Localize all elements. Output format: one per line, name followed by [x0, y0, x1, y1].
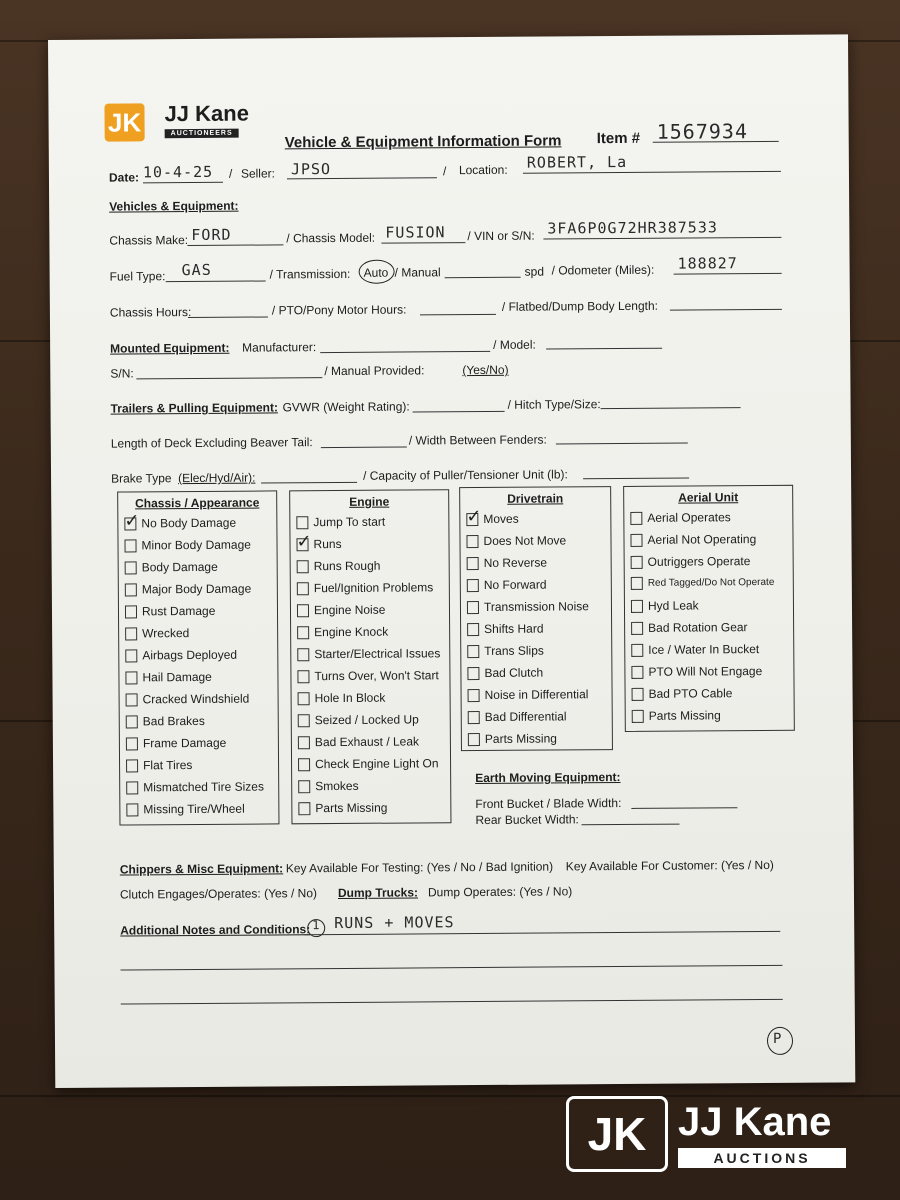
vin-label: / VIN or S/N:: [467, 228, 535, 244]
notes-number: 1: [312, 918, 321, 933]
checklist-item-label: Rust Damage: [141, 603, 216, 619]
manual-provided-options: (Yes/No): [462, 362, 509, 378]
checklist-item-label: Bad Clutch: [484, 665, 544, 680]
checklist-item-label: No Body Damage: [141, 515, 237, 531]
checklist-item-label: Flat Tires: [143, 758, 193, 773]
checklist-item-label: No Reverse: [483, 555, 548, 570]
checklist-item-label: Engine Knock: [314, 624, 389, 640]
chassis-model-label: / Chassis Model:: [286, 230, 376, 246]
checklist-item[interactable]: [125, 582, 251, 597]
checkbox[interactable]: [631, 665, 643, 678]
checkbox[interactable]: [632, 709, 644, 722]
checkbox[interactable]: [467, 579, 479, 592]
checklist-item-label: Red Tagged/Do Not Operate: [647, 576, 775, 589]
trailers-heading: Trailers & Pulling Equipment:: [110, 400, 278, 416]
form-sheet: JK JJ Kane AUCTIONEERS Vehicle & Equipment Information Form Item # 1567934 Date: 10-4-25 / Seller: JPSO / Location: ROBERT, La Vehicles & Equipment: Chassis Make: FORD / Chassis Model: FUSION / VIN or S/N: 3FA6P0G72HR387533 Fuel Type: GAS / Transmission: Auto / Manual spd / Odometer (Miles): 188827 Chassis Hours: / PTO/Pony Motor Hours: / Flatbed/Dump Body Length: Mounted Equipment: Manufacturer: / Model: S/N: / Manual Provided: (Yes/No) Trailers & Pulling Equipment: GVWR (Weight Rating): / Hitch Type/Size: Length of Deck Excluding Beaver Tail: / Width Between Fenders: Brake Type (Elec/Hyd/Air): / Capacity of Puller/Tensioner Unit (lb): Chassis / Appearance ✓ No Body Damage Minor Body Damage Body Damage Major Body Damage Rust Damage Wrecked Airbags Deployed Hail Damage Cracked Windshield Bad Brakes Frame Damage Flat Tires Mismatched Tire Sizes Missing Tire/Wheel Engine Jump To start ✓ Runs Runs Rough Fuel/Ignition Problems Engine Noise Engine Knock Starter/Electrical Issues Turns Over, Won't Start Hole In Block Seized / Locked Up Bad Exhaust / Leak Check Engine Light On Smokes Parts Missing Drivetrain ✓ Moves Does Not Move No Reverse No Forward Transmission Noise Shifts Hard Trans Slips Bad Clutch Noise in Differential Bad Differential Parts Missing Aerial Unit Aerial Operates Aerial Not Operating Outriggers Operate Red Tagged/Do Not Operate Hyd Leak Bad Rotation Gear Ice / Water In Bucket PTO Will Not Engage Bad PTO Cable Parts Missing Earth Moving Equipment: Front Bucket / Blade Width: Rear Bucket Width: Chippers & Misc Equipment: Key Available For Testing: (Yes / No / Bad Ignition) Key Available For Customer: (Yes / No) Clutch Engages/Operates: (Yes / No) Dump Trucks: Dump Operates: (Yes / No) Additional Notes and Conditions: 1 RUNS + MOVES P: [48, 34, 855, 1088]
watermark-sub: AUCTIONS: [678, 1148, 846, 1168]
checkbox[interactable]: [298, 736, 310, 749]
checklist-item[interactable]: [298, 779, 358, 793]
checklist-item[interactable]: [632, 686, 733, 701]
fuel-type-label: Fuel Type:: [109, 269, 166, 284]
checklist-item[interactable]: [297, 559, 381, 574]
checkbox[interactable]: [126, 693, 138, 706]
front-bucket-label: Front Bucket / Blade Width:: [475, 796, 622, 812]
checklist-item[interactable]: [467, 622, 543, 637]
checklist-item[interactable]: [297, 625, 388, 640]
location-value: ROBERT, La: [526, 152, 628, 172]
checklist-item[interactable]: [631, 642, 759, 657]
chassis-make-value: FORD: [191, 225, 232, 245]
fuel-type-value: GAS: [181, 260, 212, 280]
checkbox[interactable]: [126, 803, 138, 816]
checkbox[interactable]: [631, 555, 643, 568]
checklist-item[interactable]: [631, 576, 775, 590]
date-value: 10-4-25: [142, 162, 214, 182]
checklist-item-label: Mismatched Tire Sizes: [143, 779, 264, 795]
checklist-item[interactable]: [466, 512, 518, 526]
jj-kane-logo-icon: JK: [104, 103, 144, 141]
item-number: 1567934: [656, 119, 749, 144]
transmission-label: / Transmission:: [269, 266, 351, 282]
checklist-item[interactable]: [124, 516, 236, 531]
pto-hours-label: / PTO/Pony Motor Hours:: [271, 302, 407, 318]
seller-value: JPSO: [290, 160, 332, 179]
brake-type-label: Brake Type: [111, 471, 172, 486]
checkbox[interactable]: [125, 561, 137, 574]
checklist-item-label: Parts Missing: [484, 731, 557, 746]
checklist-item[interactable]: [124, 538, 250, 553]
checklist-item-label: Aerial Operates: [647, 510, 731, 525]
seller-label: Seller:: [240, 166, 276, 181]
chassis-make-label: Chassis Make:: [109, 233, 189, 248]
checklist-item[interactable]: [126, 736, 226, 751]
checklist-item[interactable]: [298, 712, 419, 727]
mounted-model-label: / Model:: [493, 337, 536, 352]
checklist-item-label: Check Engine Light On: [315, 756, 439, 772]
odometer-value: 188827: [677, 254, 738, 273]
location-label: Location:: [458, 162, 508, 178]
checkbox[interactable]: [297, 582, 309, 595]
checkbox[interactable]: [125, 649, 137, 662]
dump-trucks-heading: Dump Trucks:: [337, 885, 419, 900]
checkbox[interactable]: [298, 780, 310, 793]
checkbox[interactable]: [466, 535, 478, 548]
checklist-item[interactable]: [297, 580, 433, 595]
checklist-item-label: Parts Missing: [648, 708, 721, 723]
checkbox[interactable]: [631, 577, 643, 590]
checkbox[interactable]: [468, 711, 480, 724]
manufacturer-label: Manufacturer:: [242, 340, 317, 355]
vehicles-heading: Vehicles & Equipment:: [109, 198, 239, 214]
checklist-item[interactable]: [298, 691, 386, 706]
engine-box: [289, 489, 451, 824]
checklist-item[interactable]: [297, 646, 440, 661]
rear-bucket-label: Rear Bucket Width:: [475, 812, 579, 828]
checkbox[interactable]: [630, 533, 642, 546]
checklist-item-label: Shifts Hard: [484, 621, 544, 636]
checklist-item[interactable]: [631, 664, 762, 679]
checklist-item-label: Frame Damage: [142, 735, 227, 751]
checkbox[interactable]: [630, 511, 642, 524]
checklist-item-label: Bad Rotation Gear: [648, 620, 748, 635]
notes-heading: Additional Notes and Conditions:: [120, 922, 311, 938]
checkbox[interactable]: [126, 737, 138, 750]
engine-title: Engine: [349, 494, 390, 509]
checklist-item[interactable]: [467, 578, 547, 593]
checkbox[interactable]: [631, 643, 643, 656]
checkbox[interactable]: [296, 516, 308, 529]
chassis-appearance-title: Chassis / Appearance: [135, 495, 260, 511]
watermark-logo-icon: JK: [566, 1096, 668, 1172]
manual-provided-label: / Manual Provided:: [324, 363, 425, 379]
checkbox[interactable]: [631, 599, 643, 612]
earth-moving-heading: Earth Moving Equipment:: [475, 770, 621, 786]
checklist-item[interactable]: [298, 801, 387, 816]
checklist-item-label: Does Not Move: [483, 533, 567, 548]
checklist-item[interactable]: [631, 598, 699, 612]
brake-type-options: (Elec/Hyd/Air):: [178, 470, 256, 486]
checklist-item[interactable]: [466, 533, 566, 548]
checkbox[interactable]: [126, 759, 138, 772]
checklist-item[interactable]: [125, 560, 218, 575]
checkbox[interactable]: [125, 627, 137, 640]
jj-kane-watermark: [566, 1096, 866, 1172]
checklist-item-label: Turns Over, Won't Start: [314, 668, 439, 684]
checklist-item[interactable]: [467, 666, 543, 681]
checkbox[interactable]: [124, 517, 136, 530]
spd-label: spd: [524, 264, 545, 279]
checklist-item-label: Starter/Electrical Issues: [314, 646, 441, 662]
checklist-item[interactable]: [298, 756, 439, 771]
checklist-item[interactable]: [296, 537, 341, 551]
mounted-sn-label: S/N:: [110, 366, 134, 381]
checklist-item-label: Transmission Noise: [483, 599, 589, 614]
checklist-item[interactable]: [126, 802, 244, 817]
chassis-hours-label: Chassis Hours:: [109, 305, 192, 320]
checklist-item[interactable]: [126, 714, 205, 729]
checklist-item-label: Trans Slips: [484, 643, 544, 658]
checklist-item-label: Bad PTO Cable: [648, 686, 733, 701]
checklist-item-label: Noise in Differential: [484, 687, 589, 702]
dump-operates-label: Dump Operates: (Yes / No): [427, 884, 573, 900]
checklist-item-label: PTO Will Not Engage: [648, 664, 763, 679]
checklist-item[interactable]: [468, 731, 557, 746]
date-label: Date:: [108, 170, 140, 185]
mounted-heading: Mounted Equipment:: [110, 340, 230, 356]
checkbox[interactable]: [297, 560, 309, 573]
checkbox[interactable]: [467, 667, 479, 680]
aerial-unit-title: Aerial Unit: [678, 490, 739, 505]
checklist-item-label: Wrecked: [142, 626, 190, 641]
checklist-item-label: Missing Tire/Wheel: [143, 801, 245, 817]
key-testing-label: Key Available For Testing: (Yes / No / Bad Ignition): [285, 859, 554, 876]
odometer-label: / Odometer (Miles):: [551, 262, 655, 278]
checklist-item-label: Airbags Deployed: [142, 647, 238, 663]
checklist-item[interactable]: [297, 603, 385, 618]
watermark-name: JJ Kane: [678, 1100, 832, 1144]
drivetrain-title: Drivetrain: [507, 491, 564, 506]
checkbox[interactable]: [632, 687, 644, 700]
checklist-item[interactable]: [125, 604, 215, 619]
checklist-item[interactable]: [126, 758, 192, 772]
checklist-item[interactable]: [125, 670, 211, 685]
chassis-model-value: FUSION: [385, 223, 446, 242]
checklist-item[interactable]: [125, 626, 189, 640]
checklist-item-label: No Forward: [483, 577, 547, 592]
checkbox[interactable]: [125, 671, 137, 684]
checkbox[interactable]: [297, 626, 309, 639]
checkbox[interactable]: [126, 781, 138, 794]
form-title: Vehicle & Equipment Information Form: [284, 132, 562, 152]
item-label: Item #: [596, 129, 641, 148]
checklist-item[interactable]: [630, 532, 756, 547]
checklist-item-label: Runs: [313, 536, 342, 552]
checklist-item-label: Bad Brakes: [142, 713, 205, 729]
checklist-item-label: Jump To start: [313, 514, 386, 530]
checklist-item[interactable]: [468, 709, 567, 724]
checkbox[interactable]: [468, 733, 480, 746]
checkbox[interactable]: [297, 670, 309, 683]
notes-value: RUNS + MOVES: [334, 913, 455, 933]
checkbox[interactable]: [297, 604, 309, 617]
logo-name: JJ Kane: [164, 100, 249, 127]
checkbox[interactable]: [298, 692, 310, 705]
checkbox[interactable]: [467, 623, 479, 636]
checklist-item-label: Hyd Leak: [647, 598, 699, 613]
chassis-appearance-box: [117, 490, 279, 825]
checklist-item[interactable]: [125, 648, 237, 663]
clutch-label: Clutch Engages/Operates: (Yes / No): [119, 886, 318, 902]
checklist-item-label: Fuel/Ignition Problems: [313, 580, 434, 596]
checklist-item[interactable]: [126, 780, 264, 795]
key-customer-label: Key Available For Customer: (Yes / No): [565, 857, 774, 874]
checkbox[interactable]: [467, 645, 479, 658]
checkbox[interactable]: [125, 605, 137, 618]
checklist-item[interactable]: [467, 556, 547, 571]
page-mark: P: [772, 1030, 783, 1047]
checkbox[interactable]: [298, 802, 310, 815]
checklist-item[interactable]: [467, 644, 544, 659]
checkbox[interactable]: [298, 758, 310, 771]
checkbox[interactable]: [126, 715, 138, 728]
aerial-unit-box: [623, 485, 795, 732]
deck-length-label: Length of Deck Excluding Beaver Tail:: [110, 435, 313, 451]
checklist-item[interactable]: [296, 515, 385, 530]
checklist-item-label: Major Body Damage: [141, 581, 252, 597]
checkbox[interactable]: [467, 601, 479, 614]
checklist-item[interactable]: [631, 554, 751, 569]
checklist-item[interactable]: [126, 692, 250, 707]
checklist-item-label: Minor Body Damage: [141, 537, 251, 553]
checklist-item-label: Cracked Windshield: [142, 691, 250, 707]
checklist-item-label: Ice / Water In Bucket: [648, 642, 760, 657]
checklist-item-label: Bad Differential: [484, 709, 567, 724]
checkbox[interactable]: [125, 583, 137, 596]
checkbox[interactable]: [466, 513, 478, 526]
checklist-item[interactable]: [467, 599, 589, 614]
checkbox[interactable]: [468, 689, 480, 702]
checklist-item-label: Aerial Not Operating: [647, 532, 757, 547]
checklist-item-label: Body Damage: [141, 559, 218, 575]
checkbox[interactable]: [298, 714, 310, 727]
hitch-label: / Hitch Type/Size:: [507, 397, 601, 412]
drivetrain-box: [459, 486, 613, 751]
checklist-item[interactable]: [298, 734, 419, 749]
gvwr-label: GVWR (Weight Rating):: [282, 399, 410, 415]
checkbox[interactable]: [631, 621, 643, 634]
checklist-item-label: Moves: [483, 511, 519, 526]
checklist-item[interactable]: [632, 708, 721, 723]
checklist-item-label: Seized / Locked Up: [314, 712, 419, 728]
checklist-item-label: Smokes: [315, 778, 359, 794]
checkbox[interactable]: [297, 648, 309, 661]
checklist-item[interactable]: [631, 620, 748, 635]
checklist-item-label: Runs Rough: [313, 558, 381, 574]
capacity-label: / Capacity of Puller/Tensioner Unit (lb):: [363, 467, 568, 483]
checklist-item-label: Hole In Block: [314, 690, 386, 706]
chippers-heading: Chippers & Misc Equipment:: [119, 861, 284, 877]
checklist-item-label: Bad Exhaust / Leak: [314, 734, 420, 750]
checklist-item-label: Outriggers Operate: [647, 554, 751, 569]
checkbox[interactable]: [296, 538, 308, 551]
transmission-auto: Auto: [363, 265, 389, 280]
checklist-item-label: Engine Noise: [313, 602, 386, 618]
checklist-item[interactable]: [297, 668, 438, 683]
checklist-item[interactable]: [468, 687, 589, 702]
checklist-item-label: Hail Damage: [142, 669, 212, 685]
checklist-item[interactable]: [630, 510, 730, 525]
checkbox[interactable]: [124, 539, 136, 552]
fenders-label: / Width Between Fenders:: [408, 432, 547, 448]
logo-sub: AUCTIONEERS: [165, 129, 239, 139]
checkbox[interactable]: [467, 557, 479, 570]
vin-value: 3FA6P0G72HR387533: [547, 218, 718, 238]
checklist-item-label: Parts Missing: [315, 800, 388, 816]
flatbed-length-label: / Flatbed/Dump Body Length:: [501, 298, 659, 314]
manual-label: / Manual: [394, 265, 441, 280]
